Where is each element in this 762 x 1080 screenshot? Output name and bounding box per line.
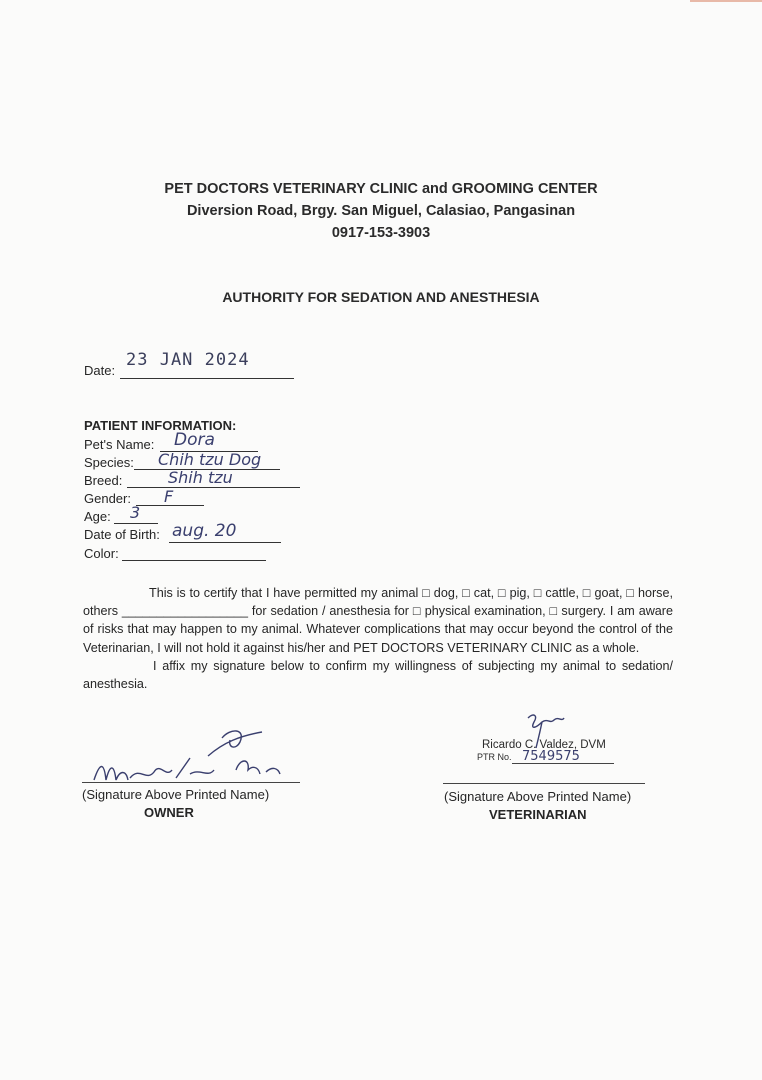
vet-signature-line (443, 783, 645, 784)
date-label: Date: (84, 363, 116, 378)
patient-info-heading: PATIENT INFORMATION: (84, 418, 237, 433)
owner-signature-caption: (Signature Above Printed Name) (82, 787, 270, 802)
ptr-value[interactable]: 7549575 (522, 749, 580, 764)
owner-role-label: OWNER (144, 805, 194, 820)
vet-role-label: VETERINARIAN (489, 807, 587, 822)
dob-label: Date of Birth: (84, 527, 160, 542)
gender-label: Gender: (84, 491, 131, 506)
certification-paragraph-1: This is to certify that I have permitted my animal □ dog, □ cat, □ pig, □ cattle, □ goat, □ horse, others __________________ for sedation / anesthesia for □ physical examination, □ surgery. I am aware of risks that may happen to my animal. Whatever complications that may occur beyond the control of the Veterinarian, I will not hold it against his/her and PET DOCTORS VETERINARY CLINIC as a whole. (83, 586, 673, 655)
ptr-label: PTR No. (477, 752, 512, 762)
pet-name-value[interactable]: Dora (174, 430, 215, 450)
date-stamp[interactable]: 23 JAN 2024 (126, 350, 250, 370)
dob-value[interactable]: aug. 20 (172, 521, 237, 541)
species-label: Species: (84, 455, 134, 470)
form-title: AUTHORITY FOR SEDATION AND ANESTHESIA (222, 289, 540, 305)
clinic-phone: 0917-153-3903 (331, 225, 431, 241)
gender-value[interactable]: F (164, 487, 174, 506)
clinic-address: Diversion Road, Brgy. San Miguel, Calasiao, Pangasinan (186, 203, 576, 219)
certification-paragraph-2: I affix my signature below to confirm my willingness of subjecting my animal to sedation/ anesthesia. (83, 658, 673, 692)
clinic-name: PET DOCTORS VETERINARY CLINIC and GROOMING CENTER (164, 181, 598, 197)
age-label: Age: (84, 509, 111, 524)
vet-stamp-name: Ricardo C. Valdez, DVM (482, 739, 606, 751)
owner-signature-line (82, 782, 300, 783)
breed-value[interactable]: Shih tzu (168, 468, 233, 487)
pet-name-label: Pet's Name: (84, 437, 155, 452)
certification-text (83, 584, 673, 693)
breed-line (127, 487, 300, 488)
species-value[interactable]: Chih tzu Dog (158, 450, 262, 469)
age-line (114, 523, 158, 524)
vet-signature-caption: (Signature Above Printed Name) (444, 789, 632, 804)
color-label: Color: (84, 546, 119, 561)
dob-line (169, 542, 281, 543)
age-value[interactable]: 3 (130, 503, 141, 522)
date-line (120, 378, 294, 379)
breed-label: Breed: (84, 473, 123, 488)
color-line (122, 560, 266, 561)
scan-edge-mark (690, 0, 762, 2)
